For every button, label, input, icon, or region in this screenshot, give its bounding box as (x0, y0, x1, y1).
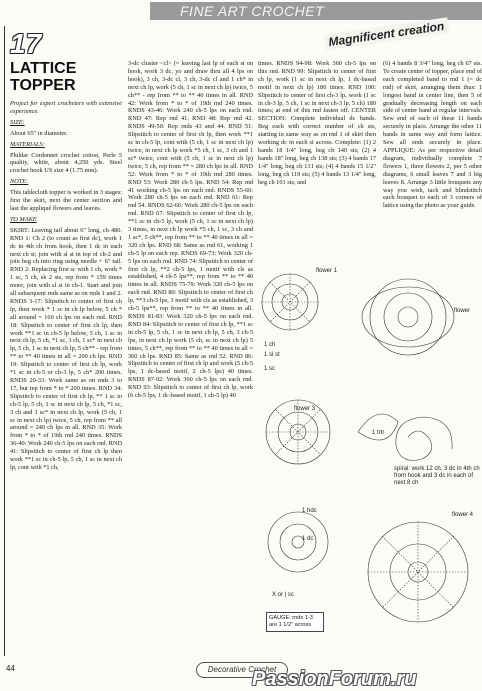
materials-heading: MATERIALS: (10, 140, 45, 148)
gauge-box: GAUGE: rnds 1-3 are 1 1/2" across (266, 612, 324, 632)
column-3-text: times. RNDS 94-98: Work 360 ch-5 lps on this rnd. RND 99: Slipstitch to center of first ch lp, work (1 sc in next ch lp, 1 dc-based motif in next ch lp) 180 times. RND 100: Slipstitch to center of first ch-3 lp, work (1 sc in ch-3 lp, 5 ch, 1 sc in next ch-3 lp, 5 ch) 180 times; at end of this rnd fasten off. CENTER SECTION: Complete individual dc bands. Beg each with correct number of ch sts, starting in same way as on rnd 1 of skirt then working dc in each st across. Complete: (1) 2 bands 18 1/4" long, beg ch 140 sts; (2) 4 bands 18" long, beg ch 138 sts; (3) 4 bands 17 1/4" long, beg ch 131 sts; (4) 4 bands 15 1/2" long, beg ch 119 sts; (5) 4 bands 13 1/4" long, beg ch 101 sts; and (258, 60, 376, 186)
single-crochet-label: 1 sc (264, 366, 276, 372)
category-label: Magnificent creation (323, 17, 449, 50)
title-line-2: TOPPER (10, 77, 76, 94)
to-make-text: SKIRT: Leaving tail about 6" long, ch 480. RND 1: Ch 2 (to count as first dc), work 1 dc in 4th ch from hook, then 1 dc in each next ch st; join with sl st in top of ch-2 and join beg ch into ring using needle + 6" tail. RND 2: Replacing first sc with 1 ch, work * 1 sc, 5 ch, sk 2 sts, rep from * 159 times more; join with sl st in ch-1. Start and join all subsequent rnds same as on rnds 1 and 2. RNDS 3-17: Slipstitch to center of first ch lp, then work * 1 sc in ch lp below, 5 ch * all around = 160 ch lps on each rnd. RND 18: Slipstitch to center of first ch lp, then work **1 sc in ch-5 lp below, 5 ch, 1 sc in next ch lp, 5 ch, *1 sc, 3 ch, 1 sc* in next ch lp, 5 ch, 1 sc in next ch lp, 5 ch** - rep from ** to ** 40 times in all = 200 ch lps. RND 19: Slipstitch to center of first ch lp, work *1 sc in ch-5 or ch-3 lp, 5 ch* 200 times. RNDS 20-33: Work same as on rnds 3 to 17, but rep from * to * 200 times. RND 34: Slipstitch to center of first ch lp, ** 1 sc in ch-5 lp, 5 ch, 1 sc in next ch lp, 5 ch, *1 sc, 3 ch and 1 sc* in next ch lp, work (5 ch, 1 sc in next ch lp) twice, 5 ch, rep from ** all around = 240 ch lps in all. RND 35: Work from * to * of 19th rnd 240 times. RNDS 36-40: Work 240 ch-5 lps on each rnd. RND 41: Slipstitch to center of first ch lp then work **1 sc in ch-5 lp, 5 ch, 1 sc in next ch lp, cont with *1 ch, (10, 226, 122, 471)
column-2 (128, 60, 253, 660)
column-3 (258, 60, 376, 260)
intro: Project for expert crocheters with extensive experience. (10, 100, 122, 115)
column-2-text: 3-dc cluster <cl> (= leaving last lp of each st on hook, work 3 dc, yo and draw thru all 4 lps on hook), 3 ch, 3-dc cl, 3 ch, 3-dc cl and 1 ch* in next ch lp, work (5 ch, 1 sc in next ch lp) twice, 5 ch** - rep from ** to ** 40 times in all. RND 42: Work from * to * of 19th rnd 240 times. RNDS 43-46: Work 240 ch-5 lps on each rnd. RND 47: Rep rnd 41. RND 48: Rep rnd 42. RNDS 49-50: Rep rnds 43 and 44. RND 51: Slipstitch to center of first ch lp, then work **1 sc in ch-5 lp, cont with (5 ch, 1 sc in next ch lp) twice, in next ch lp work *5 ch, 1 sc, 3 ch and 1 sc* twice, cont with (5 ch, 1 sc in next ch lp) twice, 5 ch, rep from ** = 280 ch lps in all. RND 52: Work from * to * of 19th rnd 280 times. RND 53: Work 280 ch-5 lps. RND 54: Rep rnd 41 working ch-5 lps on each rnd. RNDS 55-60: Work 280 ch-5 lps on each rnd. RND 61: Rep rnd 54. RNDS 62-66: Work 280 ch-5 lps on each rnd. RND 67: Slipstitch to center of first ch lp, **1 sc in ch-5 lp, work (5 ch, 1 sc in next ch lp) 3 times, in next ch lp work *5 ch, 1 sc, 3 ch and 1 sc*, 5 ch**, rep from ** to ** 40 times in all = 320 ch lps. RND 68: Same as rnd 61, working 1 ch-5 lp on each rep. RNDS 69-73: Work 320 ch-5 lps on each rnd. RND 74: Slipstitch to center of first ch lp, **2 ch-5 lps, 1 motif with cls as established, 4 ch-5 lps**, rep from ** to ** 40 times in all. RNDS 75-79: Work 320 ch-5 lps on each rnd. RND 80: Slipstitch to center of first ch lp, **3 ch-5 lps, 1 motif with cls as established, 3 ch-5 lps**, rep from ** to ** 40 times in all. RNDS 81-83: Work 320 ch-5 lps on each rnd. RND 84: Slipstitch to center of first ch lp, **1 sc in ch-5 lp, 5 ch, 1 sc in next ch lp, 5 ch, 3 ch-5 lps, in next ch lp work (5 ch, sc in next ch lp) 5 times, 5 ch**, rep from ** to ** 40 times in all = 360 ch lps. RND 85: Same as rnd 52. RND 86: Slipstitch to center of first ch lp and work (5 ch-5 lps, 1 dc-based motif, 2 ch-5 lps) 40 times. RNDS 87-92: Work 360 ch-5 lps on each rnd. RND 93: Slipstitch to center of first ch lp, work (6 ch-5 lps, 1 dc-based motif, 1 ch-5 lp) 40 (128, 60, 253, 400)
column-rule (4, 26, 5, 656)
page-number: 44 (6, 664, 15, 673)
watermark: PassionForum.ru (252, 668, 417, 690)
size-heading: SIZE: (10, 118, 25, 126)
symbol-legend: X or | sc (272, 592, 294, 598)
magazine-logo: Decorative Crochet (196, 662, 288, 678)
column-1 (10, 100, 122, 658)
column-4 (383, 60, 482, 260)
double-label: 1 dc (302, 536, 314, 542)
flower-4-label: flower 4 (452, 512, 474, 518)
pattern-number: 17 (10, 28, 42, 59)
diagram-drawing (258, 262, 482, 662)
spiral-note: spiral: work 12 ch, 3 dc in 4th ch from hook and 3 dc in each of next 8 ch (394, 466, 480, 486)
size-text: About 65" in diameter. (10, 129, 68, 137)
column-4-text: (6) 4 bands 8 3/4" long, beg ch 67 sts. To create center of topper, place end of each completed band to rnd 1 (= dc rnd) of skirt, arranging them thus: 1 longest band in center line, then 5 of gradually decreasing length on each side of center band at regular intervals. Sew end of each of these 11 bands securely in place. Arrange the other 11 bands in same way and form lattice. Sew all ends securely in place. APPLIQUE: As per respective detail diagram, individually complete 7 flowers 1, three flowers 2, per 5 other diagrams, 6 small leaves 7 and 3 big leaves 8. Arrange 3 little bouquets any way you wish, tack and blindstitch each bouquet to each of 3 corners of lattice using the photo as your guide. (383, 60, 482, 210)
flower-1-label: flower 1 (316, 268, 338, 274)
slip-stitch-label: 1 sl st (264, 352, 280, 358)
note-heading: NOTE: (10, 178, 29, 186)
section-title: FINE ART CROCHET (180, 3, 325, 19)
crochet-diagrams (258, 262, 482, 662)
title-line-1: LATTICE (10, 60, 77, 77)
note-text: This tablecloth topper is worked in 3 stages: first the skirt, next the center section and last the appliqué flowers and leaves. (10, 189, 122, 212)
to-make-heading: TO MAKE (10, 215, 37, 223)
flower-2-label: flower (454, 308, 471, 314)
treble-label: 1 trtr (372, 430, 385, 436)
category-tag (318, 12, 482, 52)
chain-label: 1 ch (264, 342, 276, 348)
pattern-title (10, 60, 76, 94)
materials-text: Phildar Cordonnet crochet cotton, Perle 5 quality, white, about 4,250 yds. Steel crochet hook US size 4 (1.75 mm). (10, 151, 122, 175)
half-double-label: 1 hdc (302, 508, 317, 514)
flower-3-label: flower 3 (294, 406, 316, 412)
